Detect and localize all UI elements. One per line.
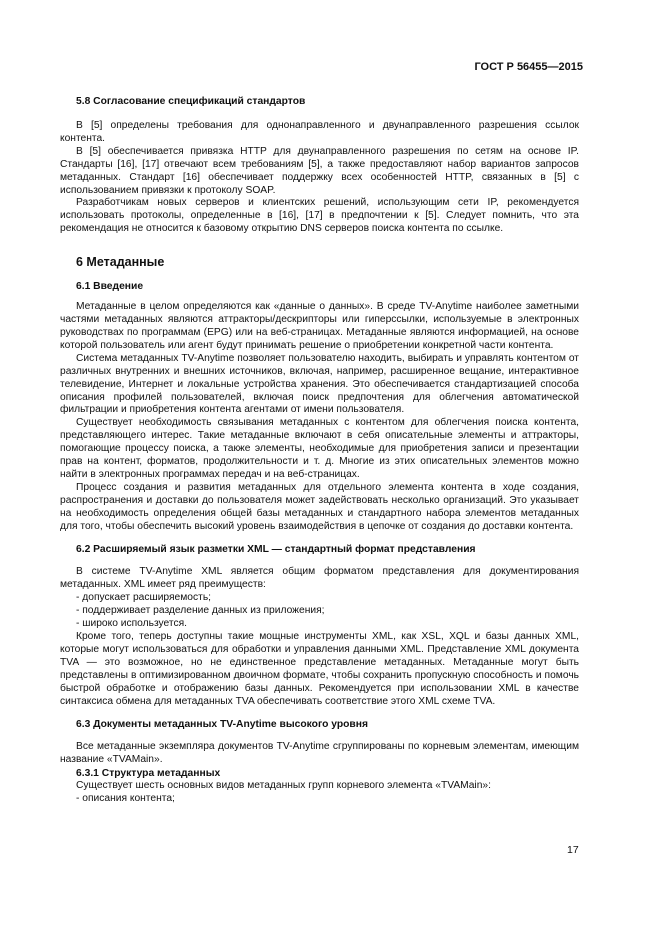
paragraph: Разработчикам новых серверов и клиентских решений, использующим сети IP, рекомендуется использовать протоколы, определенные в [16], [17] в предпочтении к [5]. Следует помнить, что эта рекомендация не относится к базовому открытию DNS серверов поиска контента по ссылке.	[60, 197, 579, 235]
paragraph: Метаданные в целом определяются как «данные о данных». В среде TV-Anytime наиболее заметными частями метаданных являются аттракторы/дескрипторы или гиперссылки, используемые в электронных руководствах по программам (EPG) или на веб-страницах. Метаданные являются информацией, на основе которой пользователь или агент будут принимать решение о приобретении конкретной части контента.	[60, 301, 579, 351]
list-item: - поддерживает разделение данных из приложения;	[76, 605, 325, 617]
section-6-2-title: 6.2 Расширяемый язык разметки XML — стандартный формат представления	[76, 544, 476, 556]
section-6-title: 6 Метаданные	[76, 255, 165, 270]
list-item: - описания контента;	[76, 793, 175, 805]
list-item: - допускает расширяемость;	[76, 592, 212, 604]
paragraph: Все метаданные экземпляра документов TV-Anytime сгруппированы по корневым элементам, имеющим название «TVAMain».	[60, 741, 579, 766]
section-5-8-title: 5.8 Согласование спецификаций стандартов	[76, 96, 306, 107]
paragraph: Процесс создания и развития метаданных для отдельного элемента контента в ходе создания, распространения и доставки до пользователя может задействовать несколько организаций. Это указывает на необходимость определения общей базы метаданных и стандартного набора элементов метаданных для того, чтобы обеспечить высокий уровень взаимодействия в цепочке от создания до доставки контента.	[60, 481, 579, 532]
paragraph: В [5] обеспечивается привязка HTTP для двунаправленного разрешения по сетям на основе IP. Стандарты [16], [17] отвечают всем требованиям [5], а также предоставляют набор вариантов запросов метаданных. Стандарт [16] обеспечивает поддержку всех особенностей HTTP, связанных в [5] с использованием привязки к протоколу SOAP.	[60, 145, 579, 196]
paragraph: Существует шесть основных видов метаданных групп корневого элемента «TVAMain»:	[76, 780, 491, 792]
section-6-3-1-title: 6.3.1 Структура метаданных	[76, 768, 221, 780]
list-item: - широко используется.	[76, 618, 188, 630]
section-6-3-title: 6.3 Документы метаданных TV-Anytime высокого уровня	[76, 719, 368, 731]
page-content	[60, 95, 579, 806]
page-number: 17	[567, 844, 579, 856]
paragraph: Система метаданных TV-Anytime позволяет пользователю находить, выбирать и управлять контентом от различных внутренних и внешних источников, включая, например, расширенное вещание, интерактивное телевидение, Интернет и локальные устройства хранения. Это обеспечивается стандартизацией способа описания профилей пользователей, включая поиск предпочтения для облегчения автоматической фильтрации и приобретения контента агентами от имени пользователя.	[60, 352, 579, 416]
section-6-1-title: 6.1 Введение	[76, 281, 144, 293]
paragraph: Кроме того, теперь доступны такие мощные инструменты XML, как XSL, XQL и базы данных XML, которые могут использоваться для обработки и управления данными XML. Представление XML документа TVA — это возможное, но не единственное представление метаданных. Метаданные могут быть представлены в оптимизированном двоичном формате, чтобы сохранить пропускную способность и помочь быстрой обработке и отображению базы данных. Рекомендуется при использовании XML в качестве синтаксиса обмена для метаданных TVA обеспечивать соответствие этого XML схеме TVA.	[60, 631, 579, 707]
paragraph: В системе TV-Anytime XML является общим форматом представления для документирования метаданных. XML имеет ряд преимуществ:	[60, 566, 579, 591]
document-header: ГОСТ Р 56455—2015	[474, 61, 583, 73]
paragraph: В [5] определены требования для однонаправленного и двунаправленного разрешения ссылок контента.	[60, 120, 579, 144]
paragraph: Существует необходимость связывания метаданных с контентом для облегчения поиска контента, представляющего интерес. Такие метаданные включают в себя описательные элементы и аттракторы, помогающие процессу поиска, а также элементы, необходимые для приобретения записи и презентации прав на контент, форматов, продолжительности и т. д. Многие из этих описательных элементов можно найти в электронных программах передач и на веб-страницах.	[60, 417, 579, 480]
